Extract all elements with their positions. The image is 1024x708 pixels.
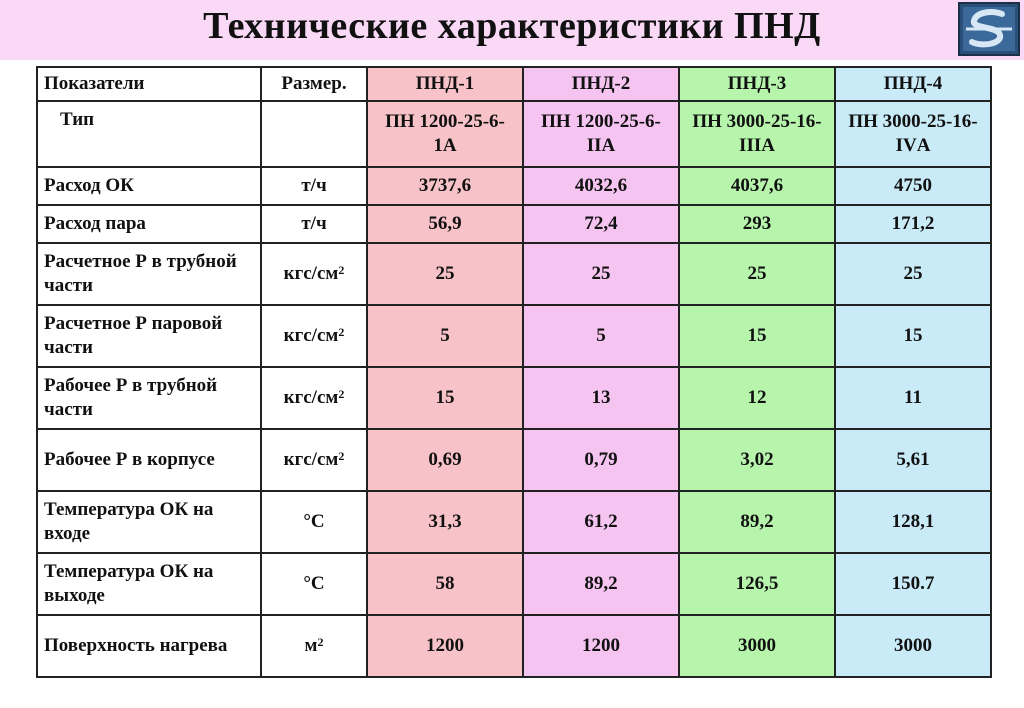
table-row xyxy=(37,167,991,205)
cell-pnd-4: 171,2 xyxy=(835,205,991,243)
unit-superscript: 2 xyxy=(338,263,345,277)
cell-pnd-3: 3,02 xyxy=(679,429,835,491)
row-unit: т/ч xyxy=(261,205,367,243)
row-unit xyxy=(261,429,367,491)
header-col-4: ПНД-4 xyxy=(835,67,991,101)
cell-pnd-3: 126,5 xyxy=(679,553,835,615)
header-col-2: ПНД-2 xyxy=(523,67,679,101)
cell-pnd-3: 3000 xyxy=(679,615,835,677)
cell-pnd-3: 293 xyxy=(679,205,835,243)
unit-superscript: 2 xyxy=(317,635,324,649)
cell-pnd-1: 3737,6 xyxy=(367,167,523,205)
page-title: Технические характеристики ПНД xyxy=(203,5,821,47)
row-label: Рабочее Р в корпусе xyxy=(37,429,261,491)
table-row xyxy=(37,205,991,243)
row-unit: °С xyxy=(261,491,367,553)
cell-pnd-4: 4750 xyxy=(835,167,991,205)
type-col-4: ПН 3000-25-16-IVА xyxy=(835,101,991,167)
row-unit: т/ч xyxy=(261,167,367,205)
type-unit xyxy=(261,101,367,167)
cell-pnd-3: 89,2 xyxy=(679,491,835,553)
unit-base: кгс/см xyxy=(283,387,339,408)
header-row xyxy=(37,67,991,101)
cell-pnd-4: 128,1 xyxy=(835,491,991,553)
row-unit xyxy=(261,615,367,677)
row-label: Расчетное Р паровой части xyxy=(37,305,261,367)
cell-pnd-2: 4032,6 xyxy=(523,167,679,205)
header-param: Показатели xyxy=(37,67,261,101)
cell-pnd-1: 1200 xyxy=(367,615,523,677)
table-row xyxy=(37,615,991,677)
row-unit xyxy=(261,367,367,429)
table-row xyxy=(37,305,991,367)
cell-pnd-1: 58 xyxy=(367,553,523,615)
row-label: Температура ОК на входе xyxy=(37,491,261,553)
header-col-1: ПНД-1 xyxy=(367,67,523,101)
cell-pnd-1: 31,3 xyxy=(367,491,523,553)
row-label: Температура ОК на выходе xyxy=(37,553,261,615)
unit-base: м xyxy=(304,635,318,656)
table-row xyxy=(37,243,991,305)
cell-pnd-1: 5 xyxy=(367,305,523,367)
unit-base: кгс/см xyxy=(283,263,339,284)
unit-base: кгс/см xyxy=(283,325,339,346)
unit-superscript: 2 xyxy=(338,387,345,401)
cell-pnd-2: 89,2 xyxy=(523,553,679,615)
row-unit xyxy=(261,305,367,367)
cell-pnd-4: 150.7 xyxy=(835,553,991,615)
cell-pnd-1: 15 xyxy=(367,367,523,429)
cell-pnd-2: 0,79 xyxy=(523,429,679,491)
cell-pnd-4: 3000 xyxy=(835,615,991,677)
table-row xyxy=(37,429,991,491)
cell-pnd-2: 72,4 xyxy=(523,205,679,243)
row-unit xyxy=(261,243,367,305)
cell-pnd-2: 13 xyxy=(523,367,679,429)
header-unit: Размер. xyxy=(261,67,367,101)
type-row xyxy=(37,101,991,167)
specs-table xyxy=(36,66,992,678)
table-row xyxy=(37,553,991,615)
unit-superscript: 2 xyxy=(338,449,345,463)
type-col-2: ПН 1200-25-6-IIА xyxy=(523,101,679,167)
cell-pnd-2: 25 xyxy=(523,243,679,305)
cell-pnd-4: 5,61 xyxy=(835,429,991,491)
cell-pnd-2: 61,2 xyxy=(523,491,679,553)
unit-superscript: 2 xyxy=(338,325,345,339)
row-label: Расход пара xyxy=(37,205,261,243)
header-col-3: ПНД-3 xyxy=(679,67,835,101)
cell-pnd-4: 15 xyxy=(835,305,991,367)
company-logo-icon xyxy=(958,2,1020,56)
cell-pnd-4: 25 xyxy=(835,243,991,305)
cell-pnd-3: 15 xyxy=(679,305,835,367)
cell-pnd-2: 5 xyxy=(523,305,679,367)
cell-pnd-3: 4037,6 xyxy=(679,167,835,205)
row-label: Поверхность нагрева xyxy=(37,615,261,677)
cell-pnd-3: 12 xyxy=(679,367,835,429)
cell-pnd-2: 1200 xyxy=(523,615,679,677)
type-col-1: ПН 1200-25-6-1А xyxy=(367,101,523,167)
row-label: Расход ОК xyxy=(37,167,261,205)
row-label: Рабочее Р в трубной части xyxy=(37,367,261,429)
cell-pnd-1: 25 xyxy=(367,243,523,305)
table-row xyxy=(37,491,991,553)
unit-base: кгс/см xyxy=(283,449,339,470)
table-row xyxy=(37,367,991,429)
cell-pnd-1: 56,9 xyxy=(367,205,523,243)
row-unit: °С xyxy=(261,553,367,615)
cell-pnd-4: 11 xyxy=(835,367,991,429)
type-col-3: ПН 3000-25-16-IIIА xyxy=(679,101,835,167)
cell-pnd-3: 25 xyxy=(679,243,835,305)
row-label: Расчетное Р в трубной части xyxy=(37,243,261,305)
type-label: Тип xyxy=(37,101,261,167)
cell-pnd-1: 0,69 xyxy=(367,429,523,491)
